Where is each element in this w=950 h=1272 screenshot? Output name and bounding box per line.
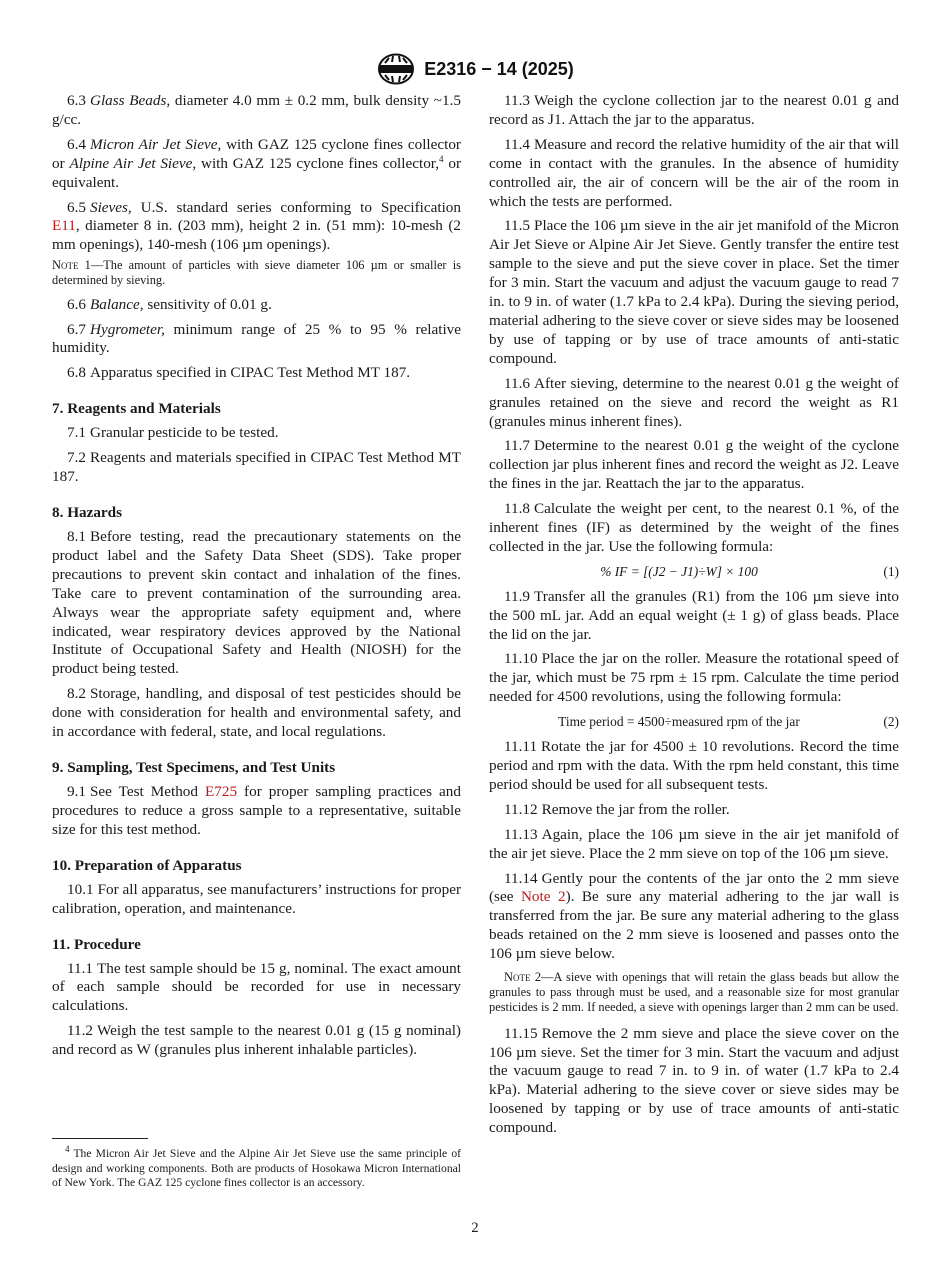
- paragraph-8-2: 8.2 Storage, handling, and disposal of test pesticides should be done with consideration for health and environmental safety, and in accordance with federal, state, and local regulations.: [52, 685, 461, 741]
- paragraph-11-2: 11.2 Weigh the test sample to the nearest 0.01 g (15 g nominal) and record as W (granules plus inherent inhalable particles).: [52, 1022, 461, 1059]
- note-1: Note 1—The amount of particles with sieve diameter 106 µm or smaller is determined by sieving.: [52, 258, 461, 288]
- paragraph-11-5: 11.5 Place the 106 µm sieve in the air jet manifold of the Micron Air Jet Sieve or Alpine Air Jet Sieve. Gently transfer the entire test sample to the sieve and put the sieve cover in place. Set the timer for 3 min. Start the vacuum and adjust the vacuum gauge to read 7 in. to 9 in. of water (1.7 kPa to 2.4 kPa). During the sieving period, material adhering to the sieve cover or sieve sides may be loosened by use of tapping or by use of trace amounts of anti-static compound.: [489, 217, 899, 367]
- note-2: Note 2—A sieve with openings that will retain the glass beads but allow the granules to pass through must be used, and a reasonable size for most granular pesticides is 2 mm. If needed, a sieve with openings larger than 2 mm can be used.: [489, 970, 899, 1015]
- paragraph-6-8: 6.8 Apparatus specified in CIPAC Test Method MT 187.: [67, 364, 411, 382]
- paragraph-6-3: 6.3 Glass Beads, diameter 4.0 mm ± 0.2 mm, bulk density ~1.5 g/cc.: [52, 92, 462, 128]
- footnote-4: $^4$ The Micron Air Jet Sieve and the Alpine Air Jet Sieve use the same principle of design and working components. Both are products of Hosokawa Micron International of New York. The GAZ 125 cyclone fines collector is an accessory.: [52, 1144, 461, 1190]
- footnote-rule: [52, 1138, 148, 1139]
- link-e11[interactable]: E11: [52, 217, 76, 235]
- paragraph-8-1: 8.1 Before testing, read the precautionary statements on the product label and the Safety Data Sheet (SDS). Take proper precautions to prevent skin contact and inhalation of the fines. Take care to prevent contamination of the surrounding area. Always wear the appropriate safety equipment and, where indicated, wear respiratory devices approved by the National Institute of Occupational Safety and Health (NIOSH) for the product being tested.: [52, 528, 461, 678]
- section-8-heading: 8. Hazards: [52, 504, 123, 521]
- document-designation: E2316 − 14 (2025): [424, 58, 574, 79]
- paragraph-11-14: 11.14 Gently pour the contents of the jar onto the 2 mm sieve (see Note 2). Be sure any material adhering to the jar wall is transferred from the jar. Be sure any material adhering to the glass beads retained on the 2 mm sieve is loosened and passes onto the 106 µm sieve below.: [489, 869, 899, 963]
- section-11-heading: 11. Procedure: [52, 935, 141, 953]
- equation-2-formula: Time period = 4500÷measured rpm of the jar: [558, 714, 800, 730]
- footnote-marker: 4: [65, 1144, 70, 1155]
- equation-2: [489, 713, 899, 732]
- paragraph-10-1: 10.1 For all apparatus, see manufacturers’ instructions for proper calibration, operation, and maintenance.: [52, 880, 461, 917]
- link-note-2[interactable]: Note 2: [520, 888, 566, 906]
- paragraph-11-1: 11.1 The test sample should be 15 g, nominal. The exact amount of each sample should be recorded for use in necessary calculations.: [52, 959, 461, 1015]
- paragraph-6-6: 6.6 Balance, sensitivity of 0.01 g.: [67, 295, 272, 313]
- section-9-heading: 9. Sampling, Test Specimens, and Test Units: [52, 758, 336, 776]
- equation-1-formula: % IF = [(J2 − J1)÷W] × 100: [600, 563, 758, 579]
- astm-logo-icon: [376, 53, 416, 85]
- paragraph-11-11: 11.11 Rotate the jar for 4500 ± 10 revolutions. Record the time period and rpm with the data. With the rpm held constant, this time period should be used for all subsequent tests.: [489, 738, 899, 793]
- paragraph-11-3: 11.3 Weigh the cyclone collection jar to the nearest 0.01 g and record as J1. Attach the jar to the apparatus.: [489, 92, 899, 128]
- paragraph-11-12: 11.12 Remove the jar from the roller.: [504, 800, 730, 818]
- paragraph-9-1: 9.1 See Test Method E725 for proper sampling practices and procedures to reduce a gross sample to a representative, suitable size for this test method.: [52, 782, 461, 838]
- page-header: [0, 52, 950, 86]
- paragraph-7-2: 7.2 Reagents and materials specified in CIPAC Test Method MT 187.: [52, 449, 461, 486]
- paragraph-11-4: 11.4 Measure and record the relative humidity of the air that will come in contact with the granules. In the absence of humidity controlled air, the air of concern will be the air of the room in which the tests are performed.: [489, 135, 899, 210]
- section-10-heading: 10. Preparation of Apparatus: [52, 856, 242, 874]
- paragraph-6-5: 6.5 Sieves, U.S. standard series conforming to Specification E11, diameter 8 in. (203 mm), height 2 in. (51 mm): 10-mesh (2 mm openings), 140-mesh (106 µm openings).: [52, 198, 461, 254]
- paragraph-11-10: 11.10 Place the jar on the roller. Measure the rotational speed of the jar, which must be 75 rpm ± 15 rpm. Calculate the time period needed for 4500 revolutions, using the following formula:: [489, 650, 899, 706]
- link-e725[interactable]: E725: [204, 782, 238, 800]
- section-7-heading: 7. Reagents and Materials: [52, 400, 221, 418]
- paragraph-11-6: 11.6 After sieving, determine to the nearest 0.01 g the weight of granules retained on the sieve and record the weight as R1 (granules minus inherent fines).: [489, 374, 899, 430]
- paragraph-11-9: 11.9 Transfer all the granules (R1) from the 106 µm sieve into the 500 mL jar. Add an equal weight (± 1 g) of glass beads. Place the lid on the jar.: [489, 587, 899, 643]
- left-column: [52, 92, 461, 1066]
- paragraph-11-7: 11.7 Determine to the nearest 0.01 g the weight of the cyclone collection jar plus inherent fines and record the weight as J2. Leave the fines in the jar. Reattach the jar to the apparatus.: [489, 437, 899, 493]
- footnote-ref: 4: [439, 153, 444, 164]
- equation-2-number: (2): [883, 714, 899, 730]
- paragraph-7-1: 7.1 Granular pesticide to be tested.: [67, 424, 279, 442]
- right-column: [489, 92, 899, 1144]
- paragraph-11-15: 11.15 Remove the 2 mm sieve and place the sieve cover on the 106 µm sieve. Set the timer for 3 min. Start the vacuum and adjust the vacuum gauge to read 7 in. to 9 in. of water (1.7 kPa to 2.4 kPa). Material adhering to the sieve cover or sieve sides may be loosened by tapping or by use of trace amounts of anti-static compound.: [489, 1024, 899, 1137]
- equation-1: [489, 563, 899, 582]
- page-number: 2: [471, 1220, 479, 1236]
- paragraph-11-8: 11.8 Calculate the weight per cent, to the nearest 0.1 %, of the inherent fines (IF) as determined by the weight of the fines collected in the jar. Use the following formula:: [489, 500, 899, 555]
- paragraph-11-13: 11.13 Again, place the 106 µm sieve in the air jet manifold of the air jet sieve. Place the 2 mm sieve on top of the 106 µm sieve.: [489, 825, 899, 862]
- paragraph-6-7: 6.7 Hygrometer, minimum range of 25 % to 95 % relative humidity.: [52, 320, 461, 357]
- equation-1-number: (1): [883, 563, 899, 579]
- paragraph-6-4: 6.4 Micron Air Jet Sieve, with GAZ 125 cyclone fines collector or Alpine Air Jet Sieve, with GAZ 125 cyclone fines collector,$^4$ or equivalent.: [52, 135, 461, 191]
